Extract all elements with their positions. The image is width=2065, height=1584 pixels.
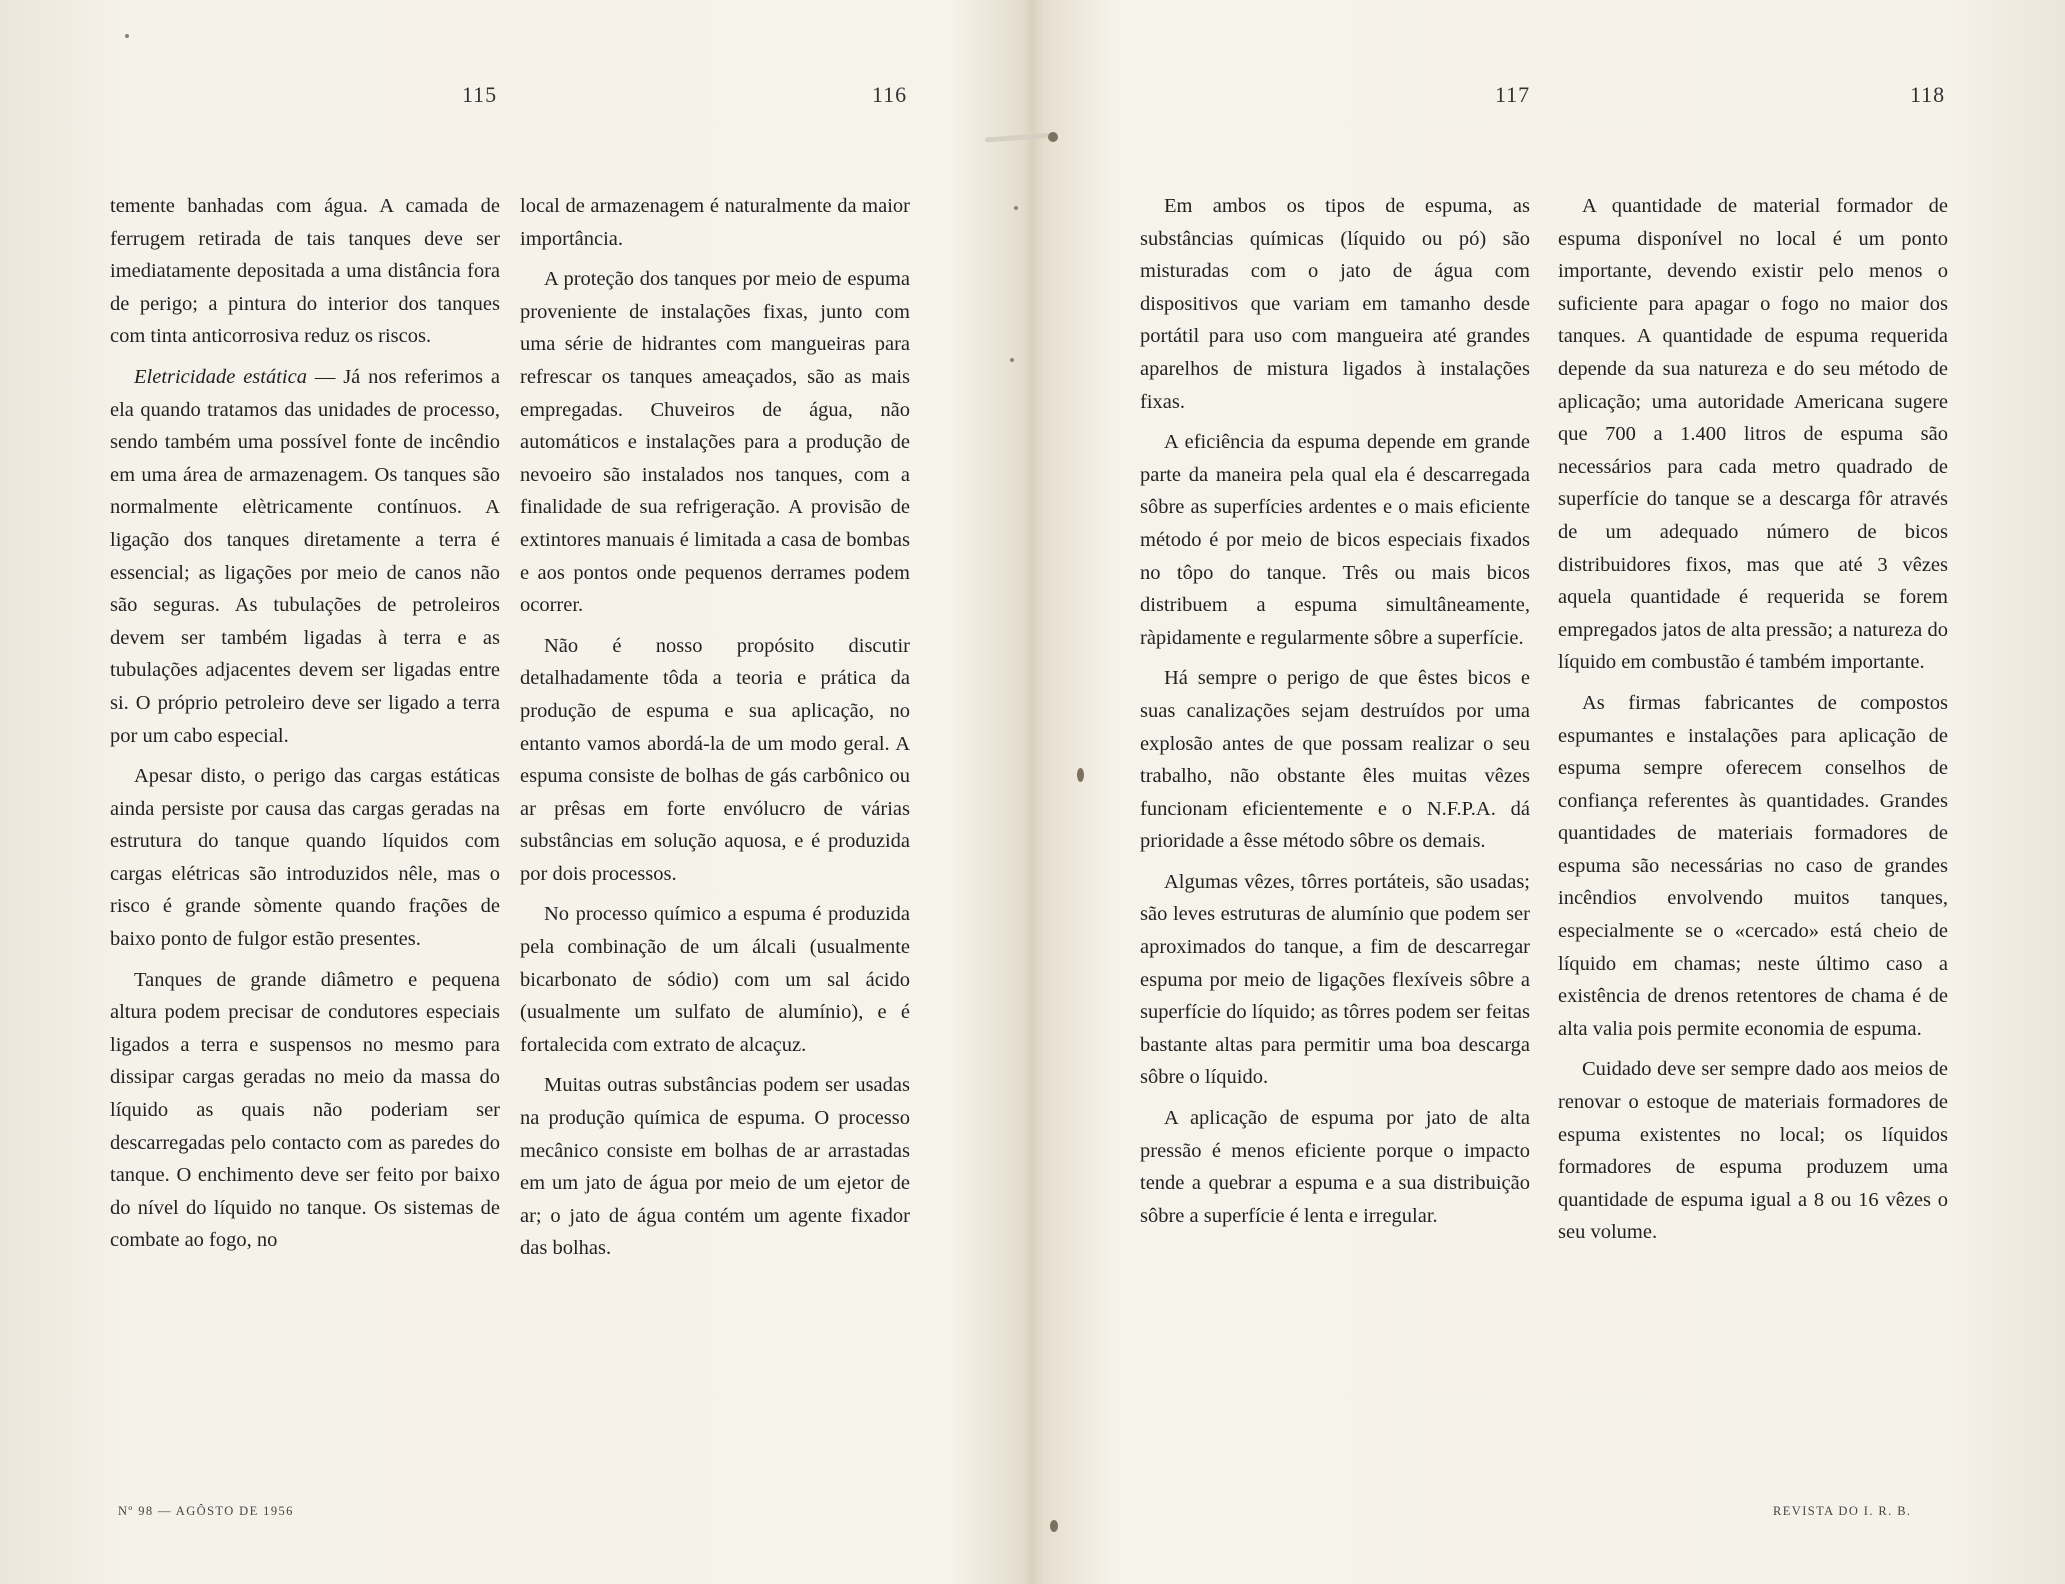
paragraph: Não é nosso propósito discutir detalhadamente tôda a teoria e prática da produção de espuma e sua aplicação, no entanto vamos abordá-la de um modo geral. A espuma consiste de bolhas de gás carbônico ou ar prêsas em forte envólucro de várias substâncias em solução aquosa, e é produzida por dois processos. xyxy=(520,634,910,885)
page-footer: Nº 98 — AGÔSTO DE 1956 xyxy=(118,1504,294,1518)
page-number: 118 xyxy=(1910,82,1946,107)
text-column xyxy=(1558,190,1948,1257)
paragraph: Cuidado deve ser sempre dado aos meios de renovar o estoque de materiais formadores de espuma existentes no local; os líquidos formadores de espuma produzem uma quantidade de espuma igual a 8 ou 16 vêzes o seu volume. xyxy=(1558,1058,1948,1244)
paragraph: Em ambos os tipos de espuma, as substâncias químicas (líquido ou pó) são misturadas com o jato de água com dispositivos que variam em tamanho desde portátil para uso com mangueira até grandes aparelhos de mistura ligados à instalações fixas. xyxy=(1140,195,1530,413)
page-footer: REVISTA DO I. R. B. xyxy=(1773,1504,1912,1518)
right-page xyxy=(1045,0,2065,1584)
paragraph: A aplicação de espuma por jato de alta pressão é menos eficiente porque o impacto tende a quebrar a espuma e a sua distribuição sôbre a superfície é lenta e irregular. xyxy=(1140,1107,1530,1227)
paragraph: Algumas vêzes, tôrres portáteis, são usadas; são leves estruturas de alumínio que podem ser aproximados do tanque, a fim de descarregar espuma por meio de ligações flexíveis sôbre a superfície do líquido; as tôrres podem ser feitas bastante altas para permitir uma boa descarga sôbre o líquido. xyxy=(1140,870,1530,1089)
section-heading: Eletricidade estática xyxy=(134,365,307,388)
left-page xyxy=(0,0,1020,1584)
paragraph: Apesar disto, o perigo das cargas estáticas ainda persiste por causa das cargas geradas na estrutura do tanque quando líquidos com cargas elétricas são introduzidos nêle, mas o risco é grande sòmente quando frações de baixo ponto de fulgor estão presentes. xyxy=(110,765,500,951)
paragraph xyxy=(110,361,500,752)
text-column xyxy=(520,190,910,1273)
paragraph: A quantidade de material formador de espuma disponível no local é um ponto importante, devendo existir pelo menos o suficiente para apagar o fogo no maior dos tanques. A quantidade de espuma requerida depende da sua natureza e do seu método de aplicação; uma autoridade Americana sugere que 700 a 1.400 litros de espuma são necessários para cada metro quadrado de superfície do tanque se a descarga fôr através de um adequado número de bicos distribuidores fixos, mas que até 3 vêzes aquela quantidade é requerida se forem empregados jatos de alta pressão; a natureza do líquido em combustão é também importante. xyxy=(1558,195,1948,674)
paragraph: local de armazenagem é naturalmente da maior importância. xyxy=(520,195,910,250)
page-number: 116 xyxy=(872,82,908,107)
paragraph: No processo químico a espuma é produzida pela combinação de um álcali (usualmente bicarbonato de sódio) com um sal ácido (usualmente um sulfato de alumínio), e é fortalecida com extrato de alcaçuz. xyxy=(520,903,910,1056)
paragraph-body: — Já nos referimos a ela quando tratamos das unidades de processo, sendo também uma possível fonte de incêndio em uma área de armazenagem. Os tanques são normalmente elètricamente contínuos. A ligação dos tanques diretamente a terra é essencial; as ligações por meio de canos não são seguras. As tubulações de petroleiros devem ser também ligadas à terra e as tubulações adjacentes devem ser ligadas entre si. O próprio petroleiro deve ser ligado a terra por um cabo especial. xyxy=(110,365,501,747)
paragraph: Muitas outras substâncias podem ser usadas na produção química de espuma. O processo mecânico consiste em bolhas de ar arrastadas em um jato de água por meio de um ejetor de ar; o jato de água contém um agente fixador das bolhas. xyxy=(520,1074,910,1260)
text-column xyxy=(110,190,500,1265)
paragraph: Há sempre o perigo de que êstes bicos e suas canalizações sejam destruídos por uma explosão antes de que possam realizar o seu trabalho, não obstante êles muitas vêzes funcionam eficientemente e o N.F.P.A. dá prioridade a êsse método sôbre os demais. xyxy=(1140,667,1530,853)
paragraph: A proteção dos tanques por meio de espuma proveniente de instalações fixas, junto com uma série de hidrantes com mangueiras para refrescar os tanques ameaçados, são as mais empregadas. Chuveiros de água, não automáticos e instalações para a produção de nevoeiro são instalados nos tanques, com a finalidade de sua refrigeração. A provisão de extintores manuais é limitada a casa de bombas e aos pontos onde pequenos derrames podem ocorrer. xyxy=(520,268,910,617)
paragraph: temente banhadas com água. A camada de ferrugem retirada de tais tanques deve ser imediatamente depositada a uma distância fora de perigo; a pintura do interior dos tanques com tinta anticorrosiva reduz os riscos. xyxy=(110,195,500,348)
paragraph: A eficiência da espuma depende em grande parte da maneira pela qual ela é descarregada sôbre as superfícies ardentes e o mais eficiente método é por meio de bicos especiais fixados no tôpo do tanque. Três ou mais bicos distribuem a espuma simultâneamente, ràpidamente e regularmente sôbre a superfície. xyxy=(1140,431,1530,649)
page-number: 117 xyxy=(1495,82,1531,107)
page-number: 115 xyxy=(462,82,498,107)
text-column xyxy=(1140,190,1530,1240)
paragraph: Tanques de grande diâmetro e pequena altura podem precisar de condutores especiais ligados a terra e suspensos no mesmo para dissipar cargas geradas no meio da massa do líquido as quais não poderiam ser descarregadas pelo contacto com as paredes do tanque. O enchimento deve ser feito por baixo do nível do líquido no tanque. Os sistemas de combate ao fogo, no xyxy=(110,968,500,1252)
paragraph: As firmas fabricantes de compostos espumantes e instalações para aplicação de espuma sempre oferecem conselhos de confiança referentes às quantidades. Grandes quantidades de materiais formadores de espuma são necessárias no caso de grandes incêndios envolvendo muitos tanques, especialmente se o «cercado» está cheio de líquido em chamas; neste último caso a existência de drenos retentores de chama é de alta valia pois permite economia de espuma. xyxy=(1558,691,1948,1040)
